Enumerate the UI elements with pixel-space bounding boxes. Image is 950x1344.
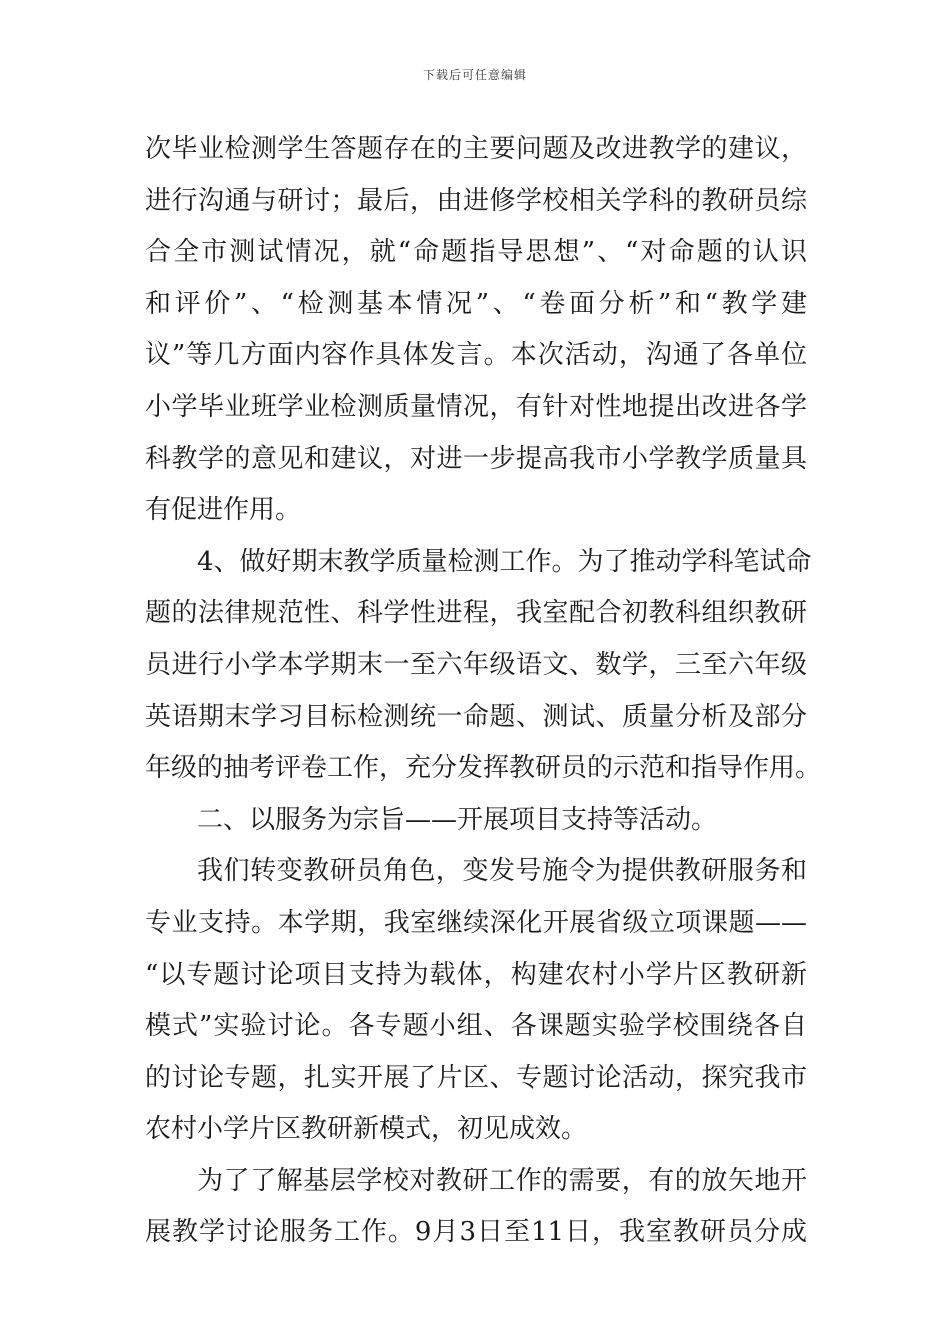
text-line: 和评价”、“检测基本情况”、“卷面分析”和“教学建: [145, 288, 807, 319]
text-line: 题的法律规范性、科学性进程，我室配合初教科组织教研: [145, 598, 807, 629]
text-line: “以专题讨论项目支持为载体，构建农村小学片区教研新: [145, 959, 807, 990]
text-line: 次毕业检测学生答题存在的主要问题及改进教学的建议，: [145, 134, 807, 164]
text-line: 4、做好期末教学质量检测工作。为了推动学科笔试命: [197, 546, 812, 577]
text-line: 年级的抽考评卷工作，充分发挥教研员的示范和指导作用。: [145, 753, 822, 784]
text-line: 二、以服务为宗旨——开展项目支持等活动。: [197, 804, 718, 835]
text-line: 专业支持。本学期，我室继续深化开展省级立项课题——: [145, 907, 807, 938]
text-line: 为了了解基层学校对教研工作的需要，有的放矢地开: [197, 1165, 807, 1196]
text-line: 科教学的意见和建议，对进一步提高我市小学教学质量具: [145, 443, 807, 474]
text-line: 我们转变教研员角色，变发号施令为提供教研服务和: [197, 856, 807, 887]
text-line: 小学毕业班学业检测质量情况，有针对性地提出改进各学: [145, 391, 807, 422]
text-line: 合全市测试情况，就“命题指导思想”、“对命题的认识: [145, 237, 807, 268]
text-line: 议”等几方面内容作具体发言。本次活动，沟通了各单位: [145, 340, 807, 371]
text-line: 员进行小学本学期末一至六年级语文、数学，三至六年级: [145, 649, 807, 680]
document-body: [145, 124, 822, 1259]
text-line: 进行沟通与研讨；最后，由进修学校相关学科的教研员综: [145, 185, 807, 216]
text-line: 的讨论专题，扎实开展了片区、专题讨论活动，探究我市: [145, 1062, 807, 1093]
page-header-note: 下载后可任意编辑: [422, 68, 527, 82]
text-line: 有促进作用。: [145, 495, 302, 526]
text-line: 模式”实验讨论。各专题小组、各课题实验学校围绕各自: [145, 1011, 807, 1042]
text-line: 英语期末学习目标检测统一命题、测试、质量分析及部分: [145, 701, 807, 732]
text-line: 农村小学片区教研新模式，初见成效。: [145, 1114, 588, 1145]
text-line: 展教学讨论服务工作。9月3日至11日，我室教研员分成: [145, 1217, 807, 1248]
